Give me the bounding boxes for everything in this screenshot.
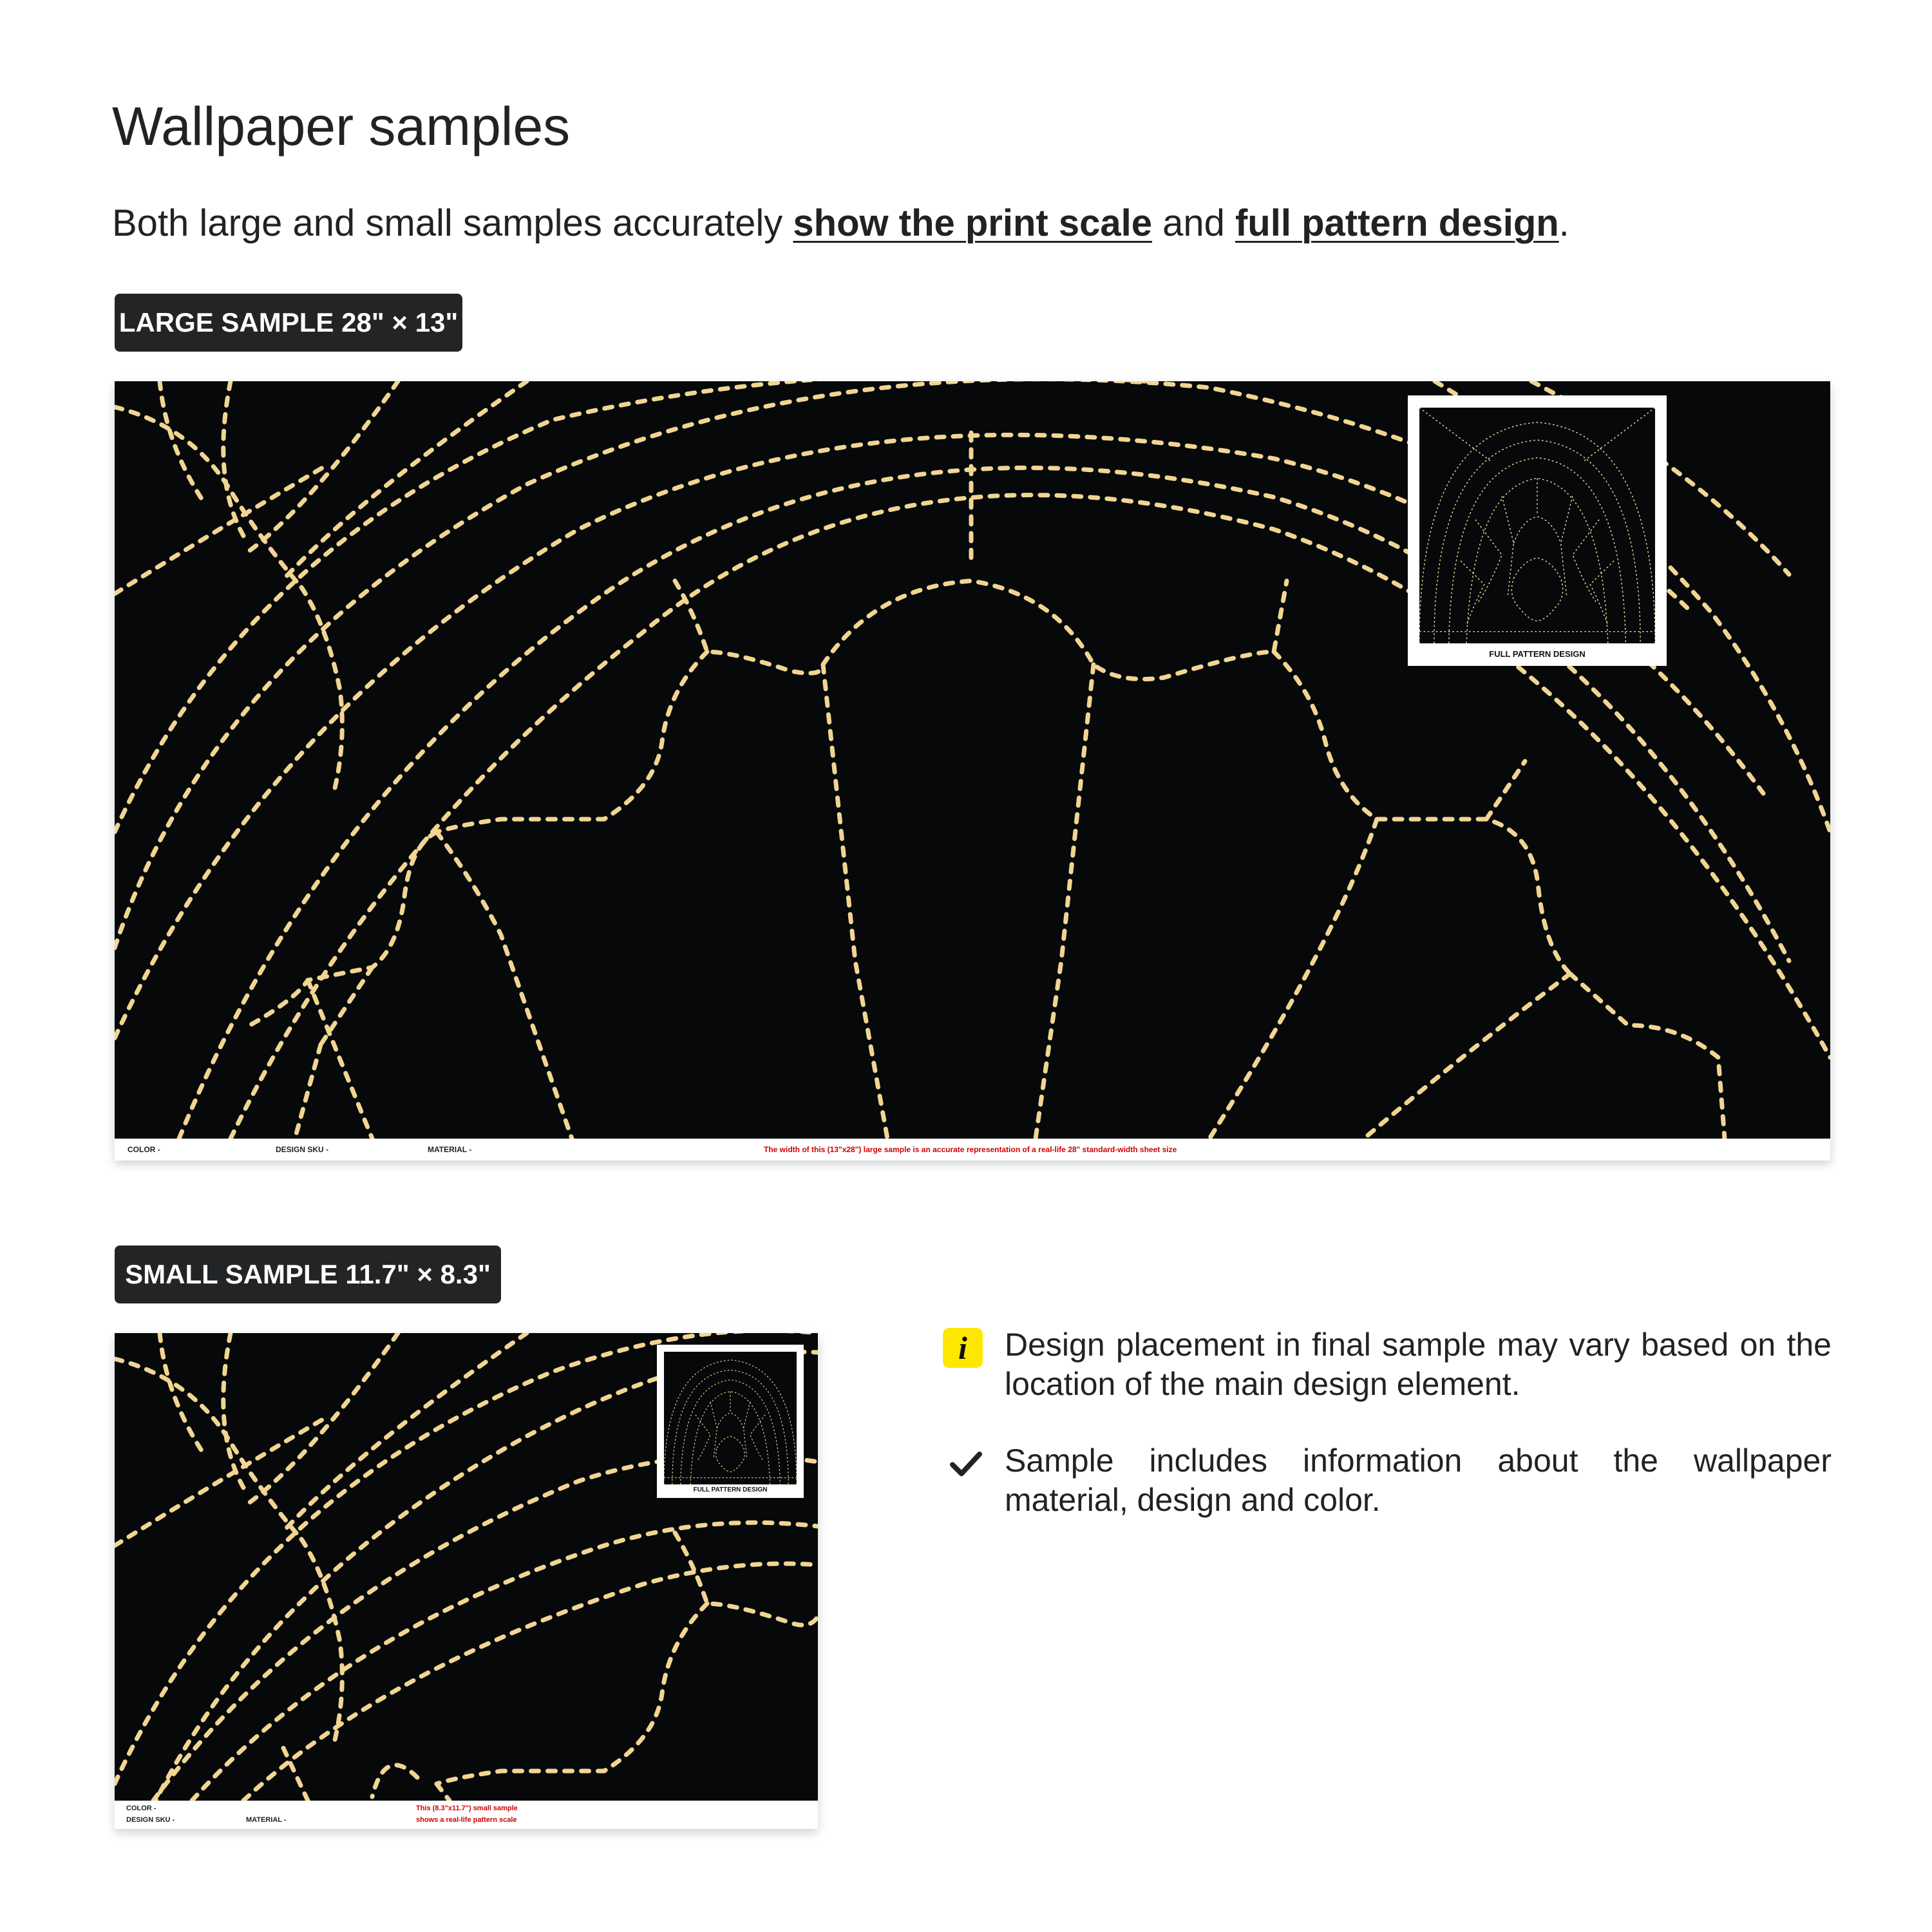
subtitle-middle: and xyxy=(1151,202,1235,244)
check-icon xyxy=(948,1445,984,1481)
thumbnail-background xyxy=(1419,408,1655,643)
placement-note xyxy=(943,1325,1832,1404)
full-pattern-emphasis: full pattern design xyxy=(1235,202,1559,244)
small-sample-card xyxy=(115,1333,818,1829)
info-included-note xyxy=(943,1441,1832,1520)
large-sample-scale-note: The width of this (13"x28") large sample is an accurate representation of a real-life 28" standard-width sheet size xyxy=(764,1145,1177,1154)
small-sample-scale-note-line1: This (8.3"x11.7") small sample xyxy=(416,1804,518,1812)
large-sample-badge: LARGE SAMPLE 28" × 13" xyxy=(115,294,462,352)
page-subtitle xyxy=(112,201,1569,246)
small-design-sku-label: DESIGN SKU - xyxy=(126,1816,175,1824)
small-thumbnail-caption: FULL PATTERN DESIGN xyxy=(693,1486,768,1493)
info-included-note-text: Sample includes information about the wallpaper material, design and color. xyxy=(1005,1443,1832,1518)
thumbnail-pattern xyxy=(664,1352,797,1484)
large-material-label: MATERIAL - xyxy=(428,1145,472,1154)
placement-note-text: Design placement in final sample may vary based on the location of the main design element. xyxy=(1005,1327,1832,1402)
info-icon: i xyxy=(943,1328,983,1368)
subtitle-suffix: . xyxy=(1558,202,1569,244)
page-title: Wallpaper samples xyxy=(112,96,571,156)
thumbnail-background xyxy=(664,1352,797,1484)
small-material-label: MATERIAL - xyxy=(246,1816,287,1824)
large-color-label: COLOR - xyxy=(128,1145,160,1154)
large-sample-info-strip xyxy=(115,1139,1830,1160)
small-sample-info-strip xyxy=(115,1801,818,1829)
large-design-sku-label: DESIGN SKU - xyxy=(276,1145,329,1154)
small-color-label: COLOR - xyxy=(126,1804,156,1812)
small-sample-badge: SMALL SAMPLE 11.7" × 8.3" xyxy=(115,1245,501,1303)
print-scale-emphasis: show the print scale xyxy=(793,202,1152,244)
small-sample-scale-note-line2: shows a real-life pattern scale xyxy=(416,1816,517,1824)
thumbnail-pattern xyxy=(1419,407,1655,644)
large-thumbnail-caption: FULL PATTERN DESIGN xyxy=(1489,649,1586,659)
subtitle-prefix: Both large and small samples accurately xyxy=(112,202,793,244)
large-sample-card xyxy=(115,381,1830,1160)
large-full-pattern-thumbnail xyxy=(1408,395,1667,666)
small-full-pattern-thumbnail xyxy=(657,1345,804,1498)
